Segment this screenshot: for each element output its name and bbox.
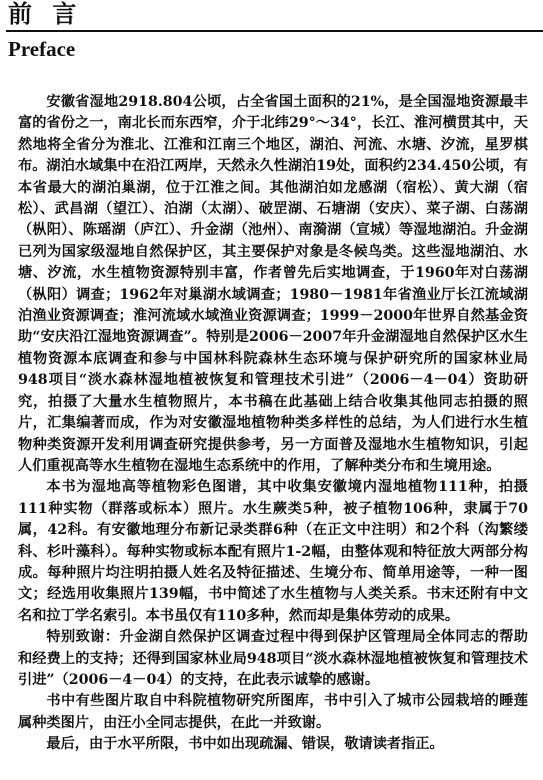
paragraph-closing: 最后，由于水平所限，书中如出现疏漏、错误，敬请读者指正。 [46,736,444,753]
paragraph-image-credits: 书中有些图片取自中科院植物研究所图库，书中引入了城市公园栽培的睡莲属种类图片，由汪小全同志提供，在此一并致谢。 [18,693,528,731]
paragraph-wetland-overview: 安徽省湿地2918.804公顷，占全省国土面积的21%，是全国湿地资源最丰富的省份之一，南北长而东西窄，介于北纬29°～34°，长江、淮河横贯其中，天然地将全省分为淮北、江淮和江南三个地区，湖泊、河流、水塘、汐流，星罗棋布。湖泊水域集中在沿江两岸，天然永久性湖泊19处，面积约234.450公顷，有本省最大的湖泊巢湖，位于江淮之间。其他湖泊如龙感湖（宿松）、黄大湖（宿松）、武昌湖（望江）、泊湖（太湖）、破罡湖、石塘湖（安庆）、菜子湖、白荡湖（枞阳）、陈瑶湖（庐江）、升金湖（池州）、南漪湖（宣城）等湿地湖泊。升金湖已列为国家级湿地自然保护区，其主要保护对象是冬候鸟类。这些湿地湖泊、水塘、汐流，水生植物资源特别丰富，作者曾先后实地调查，于1960年对白荡湖（枞阳）调查；1962年对巢湖水域调查；1980－1981年省渔业厅长江流域湖泊渔业资源调查；淮河流域水域渔业资源调查；1999－2000年世界自然基金资助“安庆沿江湿地资源调查”。特别是2006－2007年升金湖湿地自然保护区水生植物资源本底调查和参与中国林科院森林生态环境与保护研究所的国家林业局948项目“淡水森林湿地植被恢复和管理技术引进”（2006－4－04）资助研究，拍摄了大量水生植物照片，本书稿在此基础上结合收集其他同志拍摄的照片，汇集编著而成，作为对安徽湿地植物种类多样性的总结，为人们进行水生植物种类资源开发利用调查研究提供参考，另一方面普及湿地水生植物知识，引起人们重视高等水生植物在湿地生态系统中的作用，了解种类分布和生境用途。 [18,94,528,474]
title-divider [6,30,543,32]
page-title-english: Preface [8,37,76,61]
paragraph-book-contents: 本书为湿地高等植物彩色图谱，其中收集安徽境内湿地植物111种，拍摄111种实物（群落或标本）照片。水生蕨类5种，被子植物106种，隶属于70属，42科。有安徽地理分布新记录类群6种（在正文中注明）和2个科（沟繁缕科、杉叶藻科）。每种实物或标本配有照片1-2幅，由整体观和特征放大两部分构成。每种照片均注明拍摄人姓名及特征描述、生境分布、简单用途等，一种一图文；经选用收集照片139幅，书中简述了水生植物与人类关系。书末还附有中文名和拉丁学名索引。本书虽仅有110多种，然而却是集体劳动的成果。 [18,479,528,624]
preface-body [18,92,528,756]
page-title-chinese: 前 言 [8,0,83,28]
paragraph-acknowledgement: 特别致谢：升金湖自然保护区调查过程中得到保护区管理局全体同志的帮助和经费上的支持；还得到国家林业局948项目“淡水森林湿地植被恢复和管理技术引进”（2006－4－04）的支持，在此表示诚挚的感谢。 [18,629,528,688]
